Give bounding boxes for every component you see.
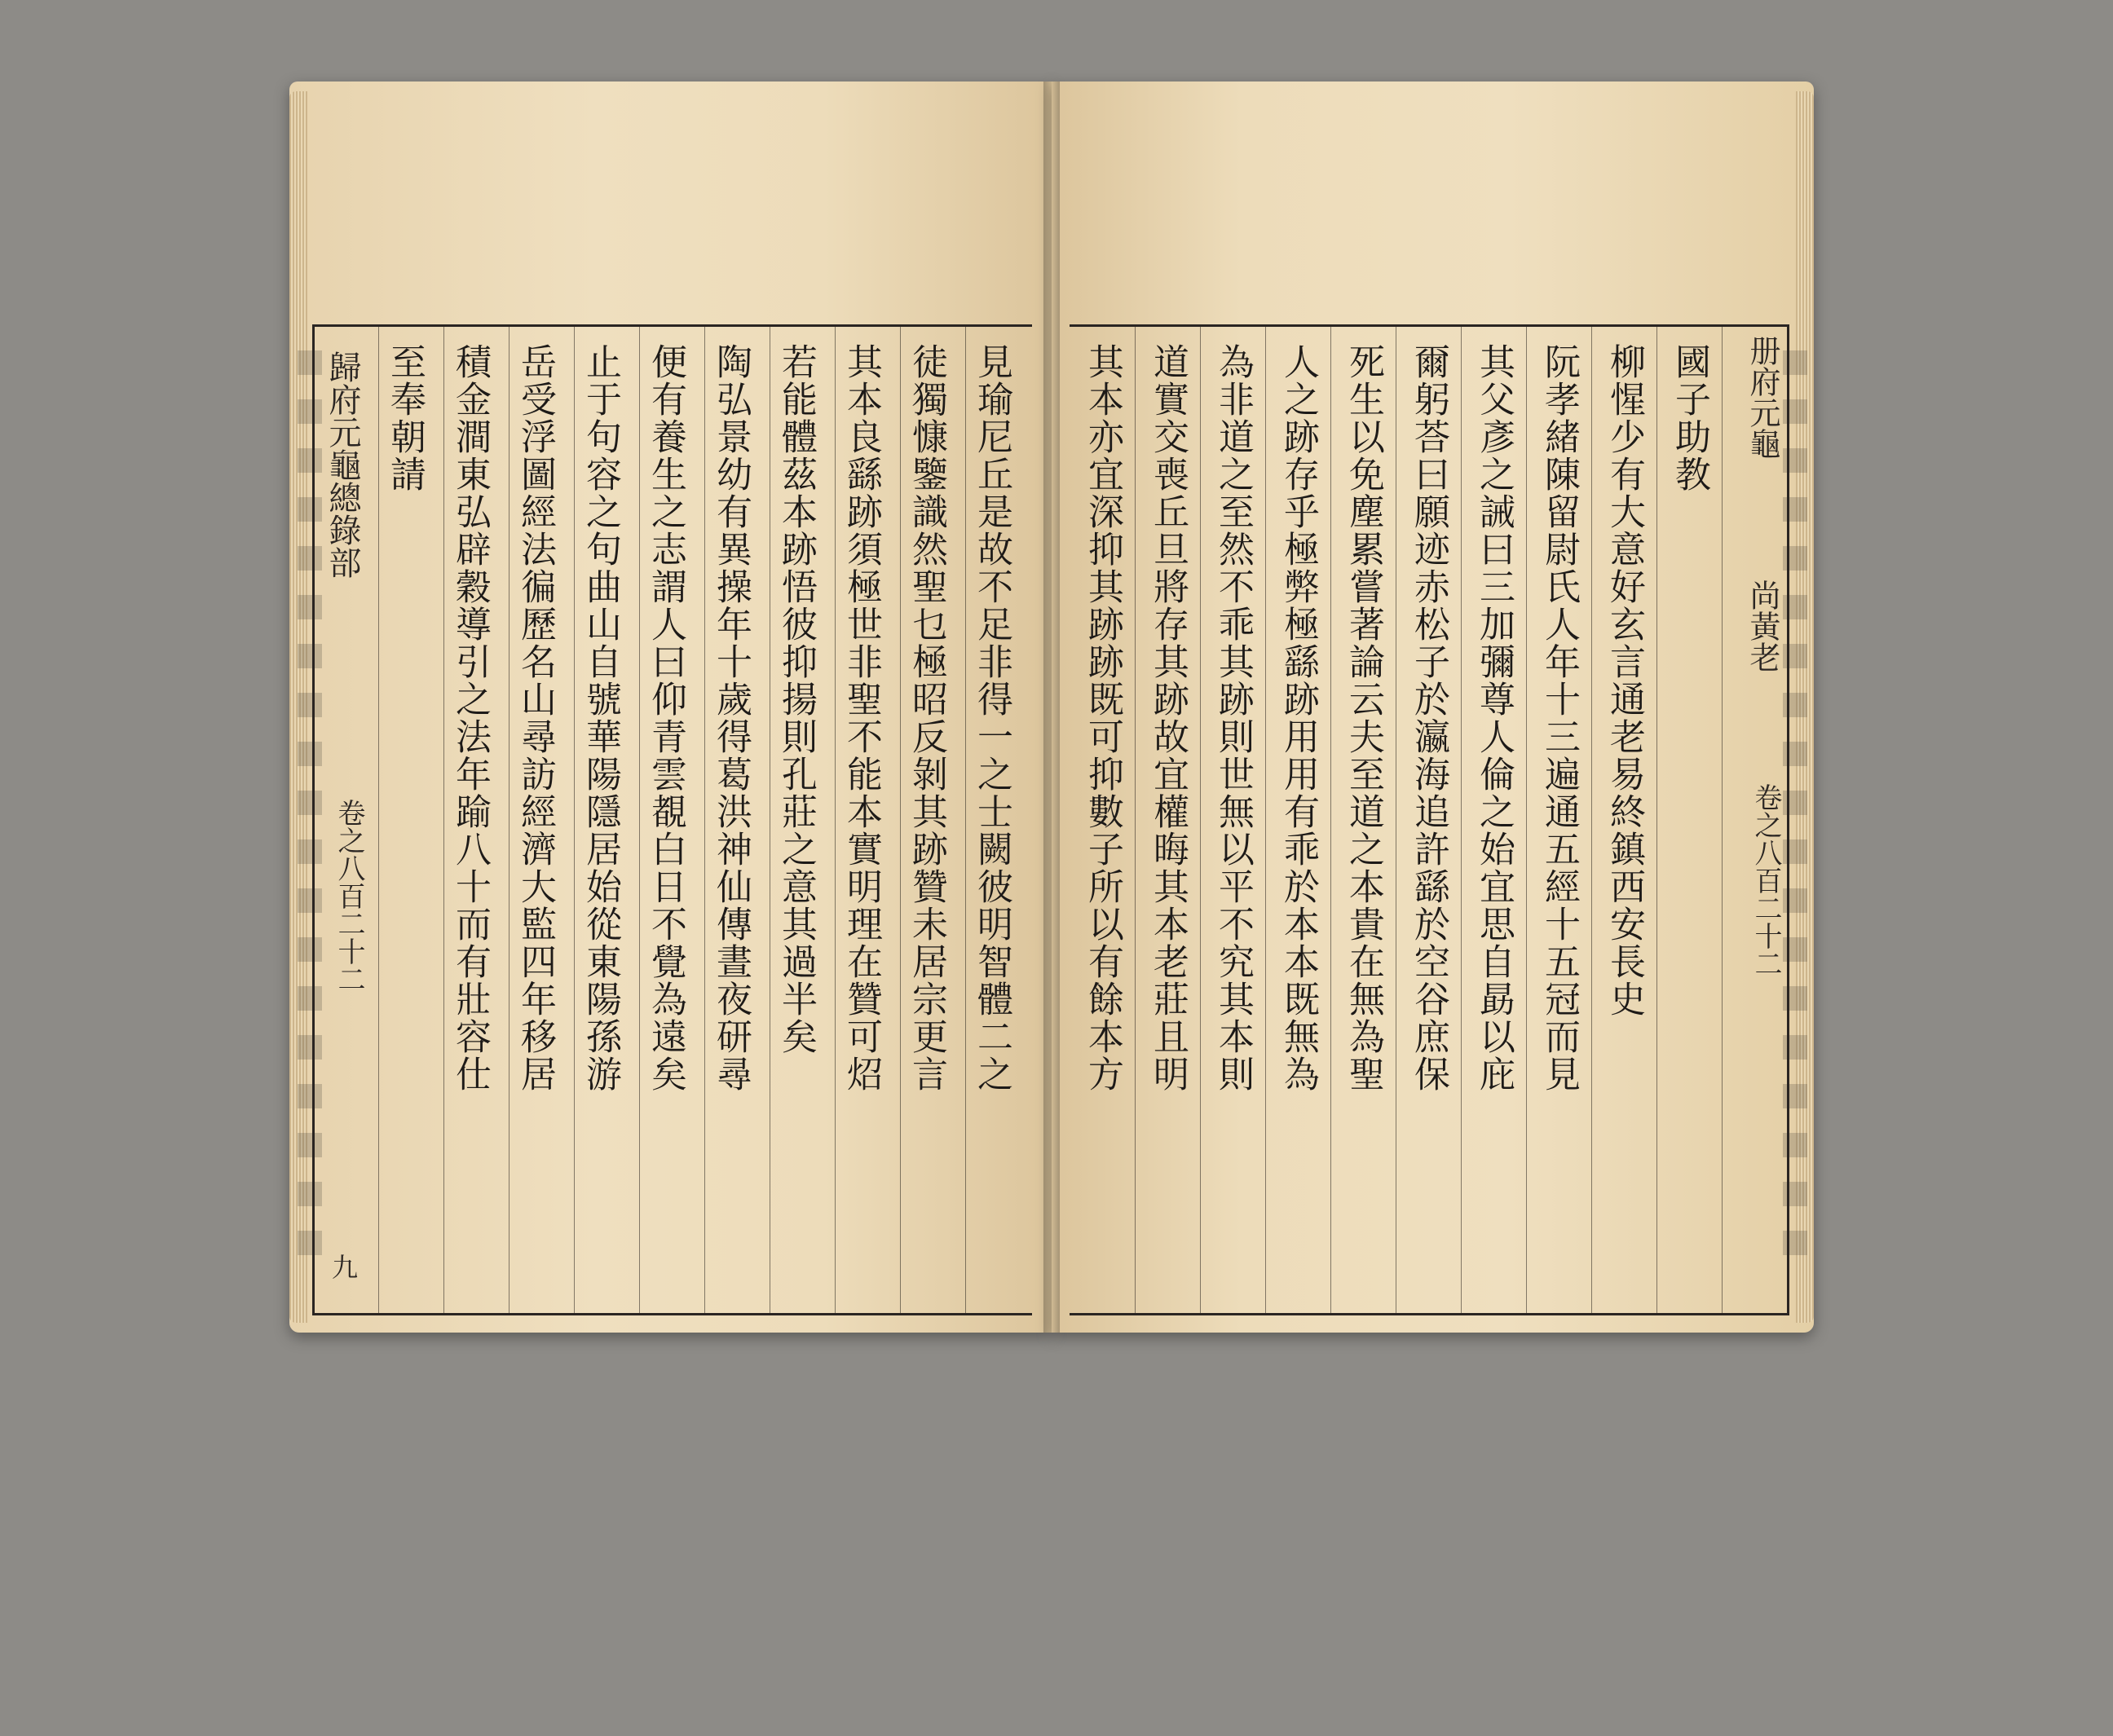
text-column: 阮孝緒陳留尉氏人年十三遍通五經十五冠而見	[1538, 343, 1580, 1093]
text-column: 爾躬荅曰願迹赤松子於瀛海追許繇於空谷庶保	[1408, 343, 1449, 1093]
column-rule	[1526, 327, 1527, 1313]
left-page-folio: 卷之八百二十二	[333, 799, 365, 993]
text-column: 其父彥之誡曰三加彌尊人倫之始宜思自勗以庇	[1473, 343, 1515, 1093]
right-page	[1052, 82, 1814, 1333]
right-page-topic: 尚黃老	[1745, 579, 1780, 672]
text-column: 柳惺少有大意好玄言通老易終鎮西安長史	[1603, 343, 1645, 1018]
text-column: 國子助教	[1669, 343, 1710, 493]
text-column: 若能體茲本跡悟彼抑揚則孔莊之意其過半矣	[775, 343, 817, 1055]
text-column: 人之跡存乎極弊極繇跡用用有乖於本本既無為	[1277, 343, 1319, 1093]
column-rule	[1330, 327, 1331, 1313]
text-column: 其本良繇跡須極世非聖不能本實明理在贊可炤	[840, 343, 882, 1093]
column-rule	[1135, 327, 1136, 1313]
text-column: 其本亦宜深抑其跡跡既可抑數子所以有餘本方	[1082, 343, 1123, 1093]
column-rule	[1722, 327, 1723, 1313]
text-column: 死生以免塵累嘗著論云夫至道之本貴在無為聖	[1343, 343, 1384, 1093]
column-rule	[1656, 327, 1657, 1313]
text-column: 道實交喪丘旦將存其跡故宜權晦其本老莊且明	[1147, 343, 1189, 1093]
text-column: 至奉朝請	[384, 343, 426, 493]
open-book	[289, 82, 1814, 1333]
left-page-header: 歸府元龜總錄部	[324, 350, 361, 579]
text-column: 積金澗東弘辟穀導引之法年踰八十而有壯容仕	[449, 343, 491, 1093]
text-column: 便有養生之志謂人曰仰青雲覩白日不覺為遠矣	[645, 343, 686, 1093]
text-column: 徒獨慷鑒識然聖乜極昭反剝其跡贊未居宗更言	[906, 343, 947, 1093]
column-rule	[1200, 327, 1201, 1313]
right-page-header: 册府元龜	[1745, 335, 1780, 459]
text-column: 見瑜尼丘是故不足非得一之士闕彼明智體二之	[971, 343, 1012, 1093]
right-page-folio: 卷之八百二十二	[1749, 783, 1782, 977]
right-text-block	[1070, 324, 1789, 1315]
text-column: 岳受浮圖經法徧歷名山尋訪經濟大監四年移居	[514, 343, 556, 1093]
column-rule	[1461, 327, 1462, 1313]
left-text-block	[312, 324, 1032, 1315]
text-column: 為非道之至然不乖其跡則世無以平不究其本則	[1212, 343, 1254, 1093]
text-column: 陶弘景幼有異操年十歲得葛洪神仙傳晝夜研尋	[710, 343, 752, 1093]
left-page	[289, 82, 1052, 1333]
column-rule	[1265, 327, 1266, 1313]
text-column: 止于句容之句曲山自號華陽隱居始從東陽孫游	[580, 343, 621, 1093]
book-gutter	[1043, 82, 1060, 1333]
left-page-number: 九	[332, 1252, 359, 1283]
column-rule	[1591, 327, 1592, 1313]
